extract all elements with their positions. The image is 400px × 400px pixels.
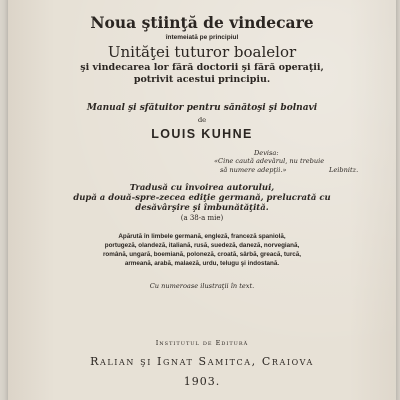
motto-author: Leibnitz. <box>329 166 359 174</box>
author-name: LOUIS KUHNE <box>151 127 253 141</box>
languages-line-2: portugeză, olandeză, italiană, rusă, suedeză, daneză, norvegiană, <box>104 242 300 249</box>
languages-line-4: armeană, arabă, malaeză, urdu, telugu şi indostană. <box>124 260 280 267</box>
languages-line-1: Apărută în limbele germană, engleză, franceză spaniolă, <box>118 233 286 240</box>
motto-label: Devisa: <box>254 149 279 157</box>
motto-line-1: «Cine caută adevărul, nu trebuie <box>214 157 325 165</box>
translation-line-2: după a două-spre-zecea ediţie germană, prelucrată cu <box>73 193 331 203</box>
illustrations-note: Cu numeroase ilustraţii în text. <box>149 282 255 290</box>
subtitle-line-4: potrivit acestui principiu. <box>133 74 271 85</box>
by-word: de <box>197 116 207 124</box>
subtitle-small: întemeiată pe principiul <box>165 34 239 41</box>
subtitle-line-3: şi vindecarea lor fără doctorii şi fără operaţii, <box>80 62 324 73</box>
manual-line: Manual şi sfătuitor pentru sănătoşi şi bolnavi <box>86 103 318 113</box>
translation-line-1: Tradusă cu învoirea autorului, <box>129 183 275 193</box>
subtitle-large: Unităţei tuturor boalelor <box>107 43 297 61</box>
publisher-name: Ralian şi Ignat Samitca, Craiova <box>90 355 314 368</box>
edition-note: (a 38-a mie) <box>180 214 224 222</box>
publisher-institute: Institutul de Editură <box>155 339 249 347</box>
motto-line-2: să numere adepţii.» <box>220 166 287 174</box>
book-title-page <box>8 0 396 400</box>
publication-year: 1903. <box>183 375 221 388</box>
translation-line-3: desăvârşire şi îmbunătăţită. <box>135 203 269 213</box>
languages-line-3: română, ungară, boemiană, poloneză, croată, sârbă, greacă, turcă, <box>102 251 302 258</box>
book-title: Noua ştiinţă de vindecare <box>90 13 314 32</box>
